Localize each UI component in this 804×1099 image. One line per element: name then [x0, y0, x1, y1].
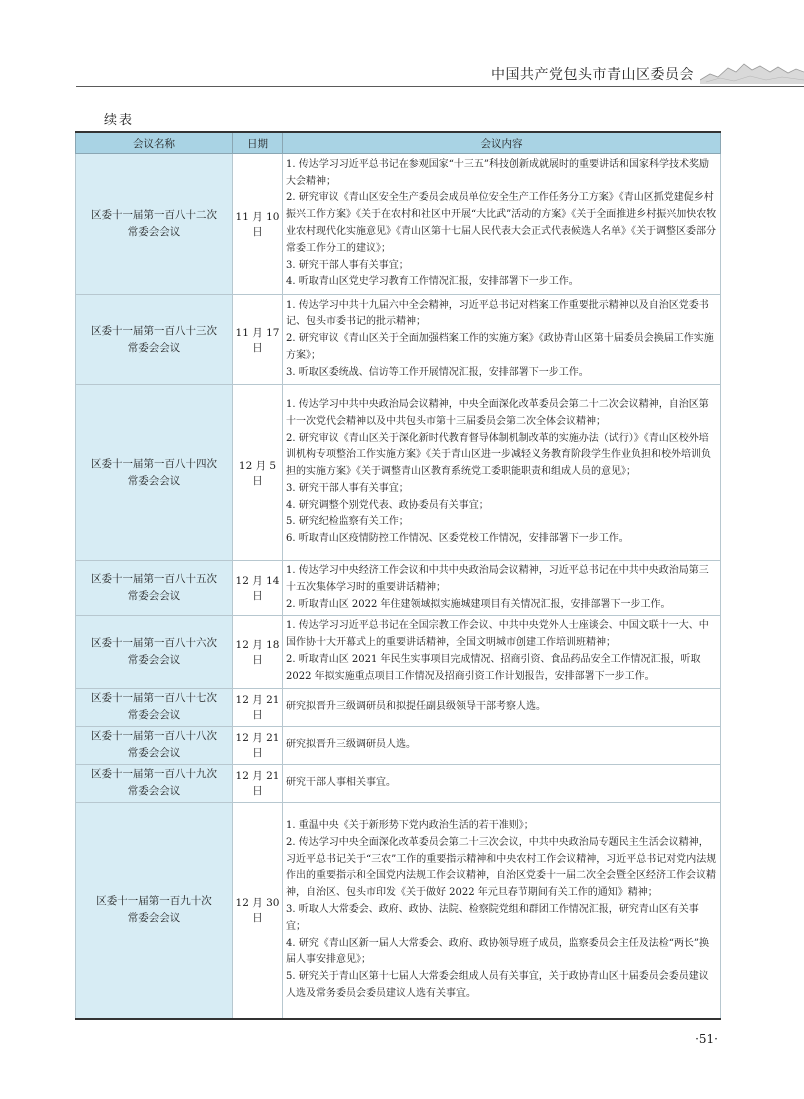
- meeting-table: [75, 131, 721, 1020]
- page-header-title: 中国共产党包头市青山区委员会: [491, 67, 694, 83]
- table-row: [76, 688, 721, 726]
- meeting-date: 12 月 21 日: [233, 688, 283, 726]
- page-number: ·51·: [695, 1032, 718, 1046]
- meeting-content: 1. 重温中央《关于新形势下党内政治生活的若干准则》； 2. 传达学习中央全面深化改革委员会第二十三次会议，中共中央政治局专题民主生活会议精神，习近平总书记关于“三农”工作的重要指示精神和中央农村工作会议精神，习近平总书记对党内法规作出的重要指示和全国党内法规工作会议精神，自治区党委十一届二次全会暨全区经济工作会议精神，自治区、包头市印发《关于做好 2022 年元旦春节期间有关工作的通知》精神； 3. 听取人大常委会、政府、政协、法院、检察院党组和群团工作情况汇报，研究青山区有关事宜； 4. 研究《青山区新一届人大常委会、政府、政协领导班子成员，监察委员会主任及法检“两长”换届人事安排意见》； 5. 研究关于青山区第十七届人大常委会组成人员有关事宜，关于政协青山区十届委员会委员建议人选及常务委员会委员建议人选有关事宜。: [283, 802, 721, 1019]
- meeting-date: 11 月 17 日: [233, 295, 283, 385]
- meeting-date: 12 月 5 日: [233, 385, 283, 561]
- meeting-name: 区委十一届第一百八十六次 常委会会议: [76, 616, 233, 688]
- column-header-date: 日期: [233, 132, 283, 154]
- meeting-content: 1. 传达学习习近平总书记在参观国家“十三五”科技创新成就展时的重要讲话和国家科学技术奖励大会精神； 2. 研究审议《青山区安全生产委员会成员单位安全生产工作任务分工方案》《青山区抓党建促乡村振兴工作方案》《关于在农村和社区中开展“大比武”活动的方案》《关于全面推进乡村振兴加快农牧业农村现代化实施意见》《青山区第十七届人民代表大会正式代表候选人名单》《关于调整区委部分常委工作分工的建议》； 3. 研究干部人事有关事宜； 4. 听取青山区党史学习教育工作情况汇报，安排部署下一步工作。: [283, 154, 721, 295]
- header-rule: [76, 86, 804, 87]
- meeting-content: 1. 传达学习中共十九届六中全会精神，习近平总书记对档案工作重要批示精神以及自治区党委书记、包头市委书记的批示精神； 2. 研究审议《青山区关于全面加强档案工作的实施方案》《政协青山区第十届委员会换届工作实施方案》； 3. 听取区委统战、信访等工作开展情况汇报，安排部署下一步工作。: [283, 295, 721, 385]
- meeting-content: 1. 传达学习中共中央政治局会议精神，中央全面深化改革委员会第二十二次会议精神，自治区第十一次党代会精神以及中共包头市第十三届委员会第二次全体会议精神； 2. 研究审议《青山区关于深化新时代教育督导体制机制改革的实施办法（试行）》《青山区校外培训机构专项整治工作实施方案》《关于青山区进一步减轻义务教育阶段学生作业负担和校外培训负担的实施方案》《关于调整青山区教育系统党工委职能职责和组成人员的意见》； 3. 研究干部人事有关事宜； 4. 研究调整个别党代表、政协委员有关事宜； 5. 研究纪检监察有关工作； 6. 听取青山区疫情防控工作情况、区委党校工作情况，安排部署下一步工作。: [283, 385, 721, 561]
- mountain-landscape-decoration: [700, 58, 804, 84]
- table-row: [76, 561, 721, 616]
- meeting-name: 区委十一届第一百八十九次 常委会会议: [76, 764, 233, 802]
- meeting-date: 12 月 21 日: [233, 764, 283, 802]
- meeting-date: 12 月 30 日: [233, 802, 283, 1019]
- meeting-date: 11 月 10 日: [233, 154, 283, 295]
- column-header-name: 会议名称: [76, 132, 233, 154]
- continued-label: 续表: [104, 113, 135, 128]
- meeting-name: 区委十一届第一百八十七次 常委会会议: [76, 688, 233, 726]
- meeting-name: 区委十一届第一百八十五次 常委会会议: [76, 561, 233, 616]
- table-row: [76, 726, 721, 764]
- meeting-name: 区委十一届第一百八十四次 常委会会议: [76, 385, 233, 561]
- table-row: [76, 295, 721, 385]
- meeting-date: 12 月 21 日: [233, 726, 283, 764]
- table-header-row: [76, 132, 721, 154]
- meeting-content: 研究拟晋升三级调研员和拟提任副县级领导干部考察人选。: [283, 688, 721, 726]
- table-row: [76, 764, 721, 802]
- column-header-content: 会议内容: [283, 132, 721, 154]
- meeting-date: 12 月 14 日: [233, 561, 283, 616]
- meeting-name: 区委十一届第一百八十三次 常委会会议: [76, 295, 233, 385]
- meeting-name: 区委十一届第一百八十二次 常委会会议: [76, 154, 233, 295]
- meeting-content: 1. 传达学习习近平总书记在全国宗教工作会议、中共中央党外人士座谈会、中国文联十一大、中国作协十大开幕式上的重要讲话精神，全国文明城市创建工作培训班精神； 2. 听取青山区 2021 年民生实事项目完成情况、招商引资、食品药品安全工作情况汇报，听取 2022 年拟实施重点项目工作情况及招商引资工作计划报告，安排部署下一步工作。: [283, 616, 721, 688]
- meeting-name: 区委十一届第一百八十八次 常委会会议: [76, 726, 233, 764]
- meeting-content: 研究拟晋升三级调研员人选。: [283, 726, 721, 764]
- meeting-name: 区委十一届第一百九十次 常委会会议: [76, 802, 233, 1019]
- table-row: [76, 154, 721, 295]
- meeting-date: 12 月 18 日: [233, 616, 283, 688]
- table-row: [76, 616, 721, 688]
- table-row: [76, 385, 721, 561]
- meeting-content: 研究干部人事相关事宜。: [283, 764, 721, 802]
- meeting-content: 1. 传达学习中央经济工作会议和中共中央政治局会议精神，习近平总书记在中共中央政治局第三十五次集体学习时的重要讲话精神； 2. 听取青山区 2022 年住建领域拟实施城建项目有关情况汇报，安排部署下一步工作。: [283, 561, 721, 616]
- table-row: [76, 802, 721, 1019]
